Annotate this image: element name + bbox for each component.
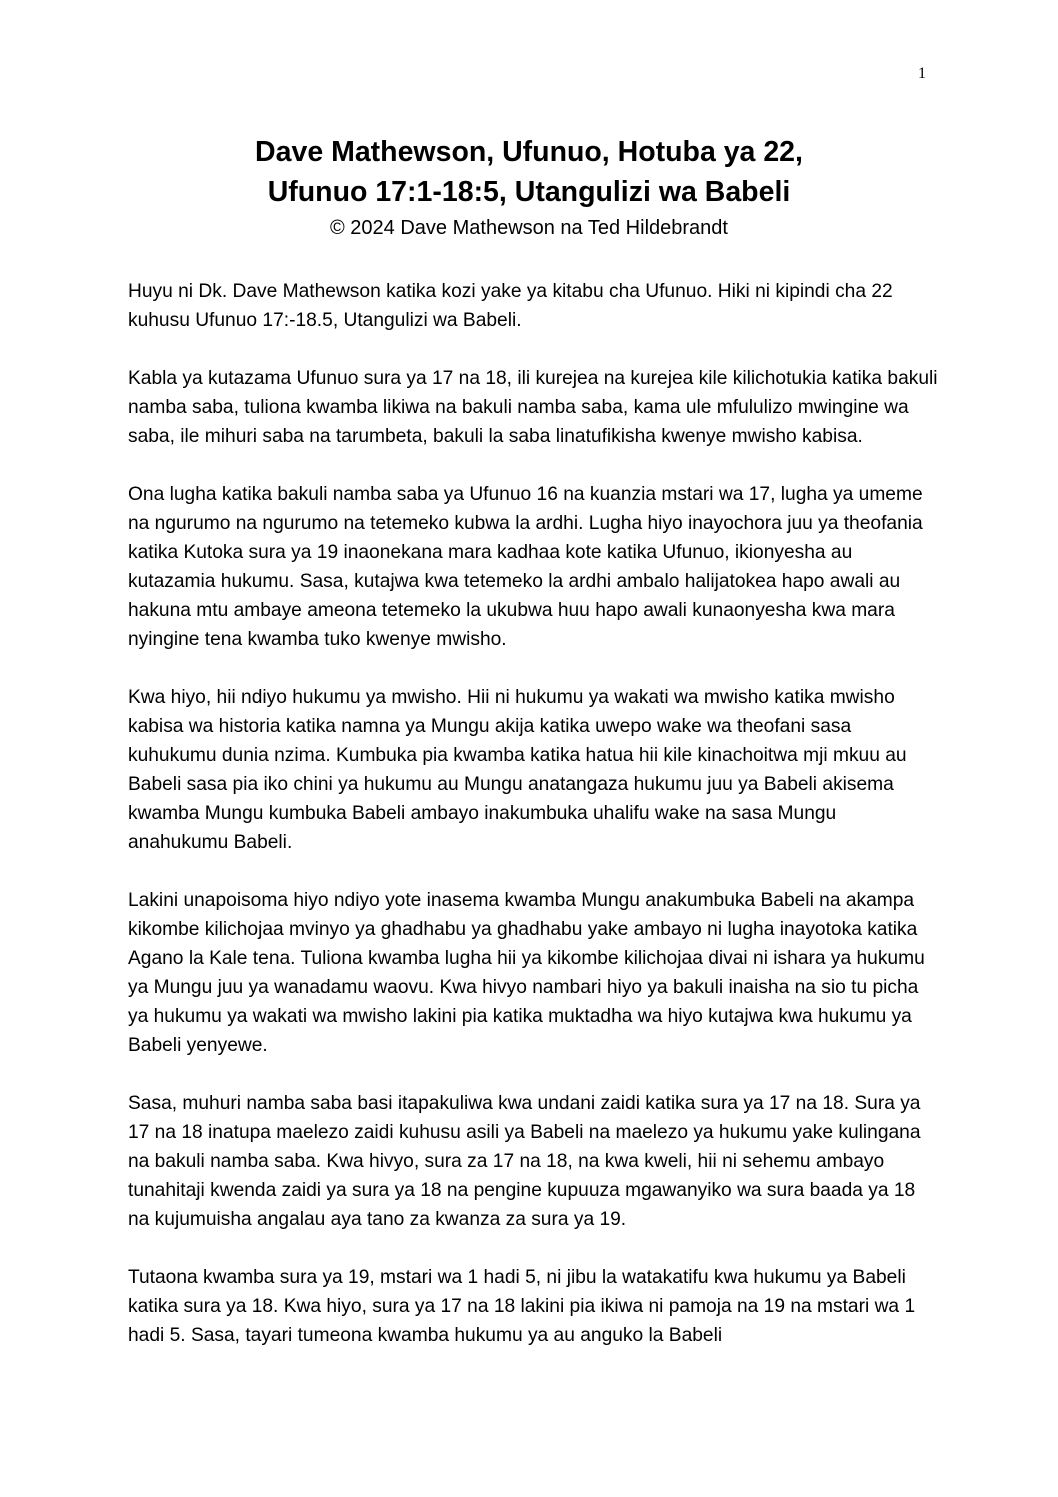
paragraph-5: Lakini unapoisoma hiyo ndiyo yote inasema kwamba Mungu anakumbuka Babeli na akampa kikombe kilichojaa mvinyo ya ghadhabu ya ghadhabu yake ambayo ni lugha inayotoka katika Agano la Kale tena. Tuliona kwamba lugha hii ya kikombe kilichojaa divai ni ishara ya hukumu ya Mungu juu ya wanadamu waovu. Kwa hivyo nambari hiyo ya bakuli inaisha na sio tu picha ya hukumu ya wakati wa mwisho lakini pia katika muktadha wa hiyo kutajwa kwa hukumu ya Babeli yenyewe. <box>128 890 925 1056</box>
paragraph-4: Kwa hiyo, hii ndiyo hukumu ya mwisho. Hii ni hukumu ya wakati wa mwisho katika mwisho kabisa wa historia katika namna ya Mungu akija katika uwepo wake wa theofani sasa kuhukumu dunia nzima. Kumbuka pia kwamba katika hatua hii kile kinachoitwa mji mkuu au Babeli sasa pia iko chini ya hukumu au Mungu anatangaza hukumu juu ya Babeli akisema kwamba Mungu kumbuka Babeli ambayo inakumbuka uhalifu wake na sasa Mungu anahukumu Babeli. <box>128 687 907 853</box>
page-number: 1 <box>918 65 926 82</box>
paragraph-1: Huyu ni Dk. Dave Mathewson katika kozi yake ya kitabu cha Ufunuo. Hiki ni kipindi cha 22 kuhusu Ufunuo 17:-18.5, Utangulizi wa Babeli. <box>128 281 893 331</box>
paragraph-6: Sasa, muhuri namba saba basi itapakuliwa kwa undani zaidi katika sura ya 17 na 18. Sura ya 17 na 18 inatupa maelezo zaidi kuhusu asili ya Babeli na maelezo ya hukumu yake kulingana na bakuli namba saba. Kwa hivyo, sura za 17 na 18, na kwa kweli, hii ni sehemu ambayo tunahitaji kwenda zaidi ya sura ya 18 na pengine kupuuza mgawanyiko wa sura baada ya 18 na kujumuisha angalau aya tano za kwanza za sura ya 19. <box>128 1093 921 1230</box>
paragraph-2: Kabla ya kutazama Ufunuo sura ya 17 na 18, ili kurejea na kurejea kile kilichotukia katika bakuli namba saba, tuliona kwamba likiwa na bakuli namba saba, kama ule mfululizo mwingine wa saba, ile mihuri saba na tarumbeta, bakuli la saba linatufikisha kwenye mwisho kabisa. <box>128 368 938 447</box>
title-line-2: Ufunuo 17:1-18:5, Utangulizi wa Babeli <box>267 176 791 208</box>
copyright-notice: © 2024 Dave Mathewson na Ted Hildebrandt <box>330 217 728 239</box>
body-text <box>128 277 938 1379</box>
title-block <box>80 132 978 241</box>
paragraph-3: Ona lugha katika bakuli namba saba ya Ufunuo 16 na kuanzia mstari wa 17, lugha ya umeme na ngurumo na ngurumo na tetemeko kubwa la ardhi. Lugha hiyo inayochora juu ya theofania katika Kutoka sura ya 19 inaonekana mara kadhaa kote katika Ufunuo, ikionyesha au kutazamia hukumu. Sasa, kutajwa kwa tetemeko la ardhi ambalo halijatokea hapo awali au hakuna mtu ambaye ameona tetemeko la ukubwa huu hapo awali kunaonyesha kwa mara nyingine tena kwamba tuko kwenye mwisho. <box>128 484 923 650</box>
title-line-1: Dave Mathewson, Ufunuo, Hotuba ya 22, <box>255 136 803 168</box>
paragraph-7: Tutaona kwamba sura ya 19, mstari wa 1 hadi 5, ni jibu la watakatifu kwa hukumu ya Babeli katika sura ya 18. Kwa hiyo, sura ya 17 na 18 lakini pia ikiwa ni pamoja na 19 na mstari wa 1 hadi 5. Sasa, tayari tumeona kwamba hukumu ya au anguko la Babeli <box>128 1267 916 1346</box>
